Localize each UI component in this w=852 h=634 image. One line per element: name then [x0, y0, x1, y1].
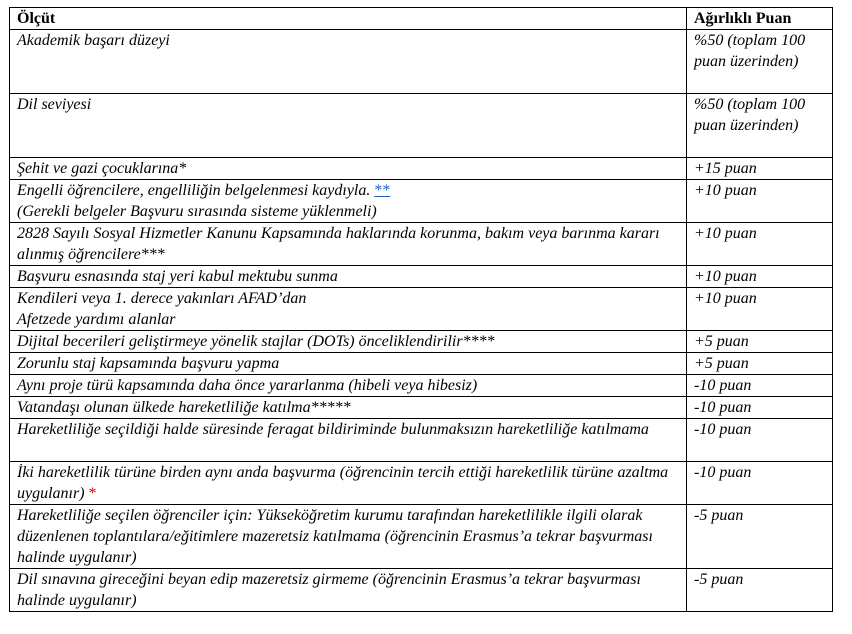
criterion-cell: Zorunlu staj kapsamında başvuru yapma — [10, 353, 687, 375]
table-row — [10, 288, 833, 331]
table-row — [10, 569, 833, 612]
criterion-cell: Vatandaşı olunan ülkede hareketliliğe katılma***** — [10, 397, 687, 419]
score-cell: +10 puan — [687, 223, 833, 266]
score-cell: -10 puan — [687, 375, 833, 397]
score-cell: %50 (toplam 100 puan üzerinden) — [687, 30, 833, 94]
table-row — [10, 419, 833, 462]
table-row — [10, 94, 833, 158]
criterion-cell — [10, 288, 687, 331]
footnote-link[interactable]: ** — [374, 182, 391, 199]
criterion-text: Engelli öğrencilere, engelliliğin belgelenmesi kaydıyla. — [17, 182, 375, 199]
criterion-cell — [10, 462, 687, 505]
header-criterion: Ölçüt — [10, 8, 687, 30]
score-cell: +5 puan — [687, 331, 833, 353]
table-row — [10, 462, 833, 505]
criterion-cell: 2828 Sayılı Sosyal Hizmetler Kanunu Kapsamında haklarında korunma, bakım veya barınma kararı alınmış öğrencilere*** — [10, 223, 687, 266]
table-row — [10, 397, 833, 419]
score-cell: %50 (toplam 100 puan üzerinden) — [687, 94, 833, 158]
score-cell: +5 puan — [687, 353, 833, 375]
table-header-row — [10, 8, 833, 30]
score-cell: -10 puan — [687, 419, 833, 462]
score-cell: -10 puan — [687, 462, 833, 505]
criterion-cell: Dil sınavına gireceğini beyan edip mazeretsiz girmeme (öğrencinin Erasmus’a tekrar başvurması halinde uygulanır) — [10, 569, 687, 612]
criterion-text: İki hareketlilik türüne birden aynı anda başvurma (öğrencinin tercih ettiği hareketlilik türüne azaltma uygulanır) — [17, 464, 669, 502]
table-row — [10, 505, 833, 569]
criterion-cell: Akademik başarı düzeyi — [10, 30, 687, 94]
score-cell: +15 puan — [687, 158, 833, 180]
table-row — [10, 266, 833, 288]
table-row — [10, 331, 833, 353]
criterion-cell: Dijital becerileri geliştirmeye yönelik stajlar (DOTs) önceliklendirilir**** — [10, 331, 687, 353]
table-row — [10, 180, 833, 223]
criterion-cell: Aynı proje türü kapsamında daha önce yararlanma (hibeli veya hibesiz) — [10, 375, 687, 397]
score-cell: -10 puan — [687, 397, 833, 419]
criterion-cell: Şehit ve gazi çocuklarına* — [10, 158, 687, 180]
score-cell: +10 puan — [687, 180, 833, 223]
red-asterisk-mark: * — [88, 485, 97, 502]
score-cell: +10 puan — [687, 288, 833, 331]
score-cell: -5 puan — [687, 569, 833, 612]
header-weighted-score: Ağırlıklı Puan — [687, 8, 833, 30]
score-cell: -5 puan — [687, 505, 833, 569]
criterion-cell — [10, 180, 687, 223]
criterion-text: Kendileri veya 1. derece yakınları AFAD’dan — [17, 290, 307, 307]
table-row — [10, 353, 833, 375]
score-cell: +10 puan — [687, 266, 833, 288]
scoring-criteria-table — [9, 7, 833, 612]
criterion-text-line2: Afetzede yardımı alanlar — [17, 311, 176, 328]
criterion-cell: Başvuru esnasında staj yeri kabul mektubu sunma — [10, 266, 687, 288]
criterion-cell: Hareketliliğe seçildiği halde süresinde feragat bildiriminde bulunmaksızın hareketliliğe katılmama — [10, 419, 687, 462]
table-row — [10, 223, 833, 266]
table-row — [10, 375, 833, 397]
criterion-cell: Dil seviyesi — [10, 94, 687, 158]
table-row — [10, 158, 833, 180]
criterion-cell: Hareketliliğe seçilen öğrenciler için: Yükseköğretim kurumu tarafından hareketlilikle ilgili olarak düzenlenen toplantılara/eğitimlere mazeretsiz katılmama (öğrencinin Erasmus’a tekrar başvurması halinde uygulanır) — [10, 505, 687, 569]
table-row — [10, 30, 833, 94]
criterion-note: (Gerekli belgeler Başvuru sırasında sisteme yüklenmeli) — [17, 203, 377, 220]
